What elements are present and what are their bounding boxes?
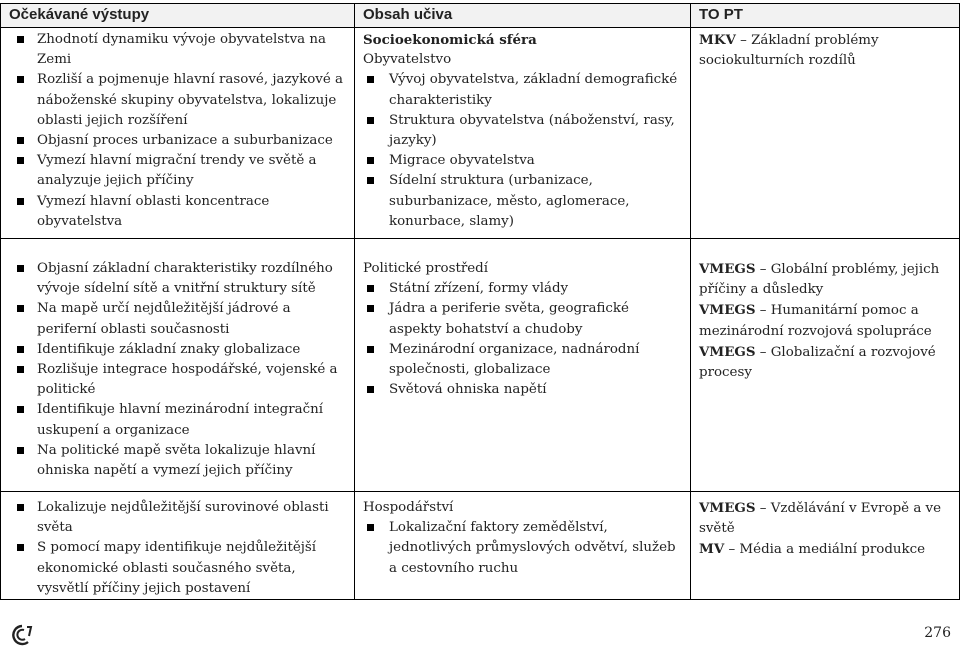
content-item: Mezinárodní organizace, nadnárodní společnosti, globalizace	[363, 340, 684, 380]
topic-entry	[699, 300, 953, 341]
content-item: Lokalizační faktory zemědělství, jednotlivých průmyslových odvětví, služeb a cestovního ruchu	[363, 518, 684, 579]
content-item: Struktura obyvatelstva (náboženství, rasy, jazyky)	[363, 111, 684, 151]
table-row	[1, 492, 960, 600]
outcome-item: Identifikuje základní znaky globalizace	[15, 340, 348, 360]
topic-text: – Základní problémy sociokulturních rozdílů	[699, 33, 879, 69]
outcome-item: Rozlišuje integrace hospodářské, vojenské a politické	[15, 360, 348, 400]
outcome-item: Identifikuje hlavní mezinárodní integrační uskupení a organizace	[15, 400, 348, 440]
topics-cell	[691, 239, 960, 492]
table-row	[1, 28, 960, 239]
table-header-row	[1, 4, 960, 28]
outcome-item: Vymezí hlavní oblasti koncentrace obyvatelstva	[15, 192, 348, 232]
topics-cell	[691, 492, 960, 600]
topic-entry	[699, 342, 953, 383]
topic-entry	[699, 498, 953, 539]
topic-text: – Globální problémy, jejich příčiny a důsledky	[699, 262, 940, 298]
topic-text: – Vzdělávání v Evropě a ve světě	[699, 501, 942, 537]
outcome-item: Objasní proces urbanizace a suburbanizace	[15, 131, 348, 151]
outcome-item: Vymezí hlavní migrační trendy ve světě a analyzuje jejich příčiny	[15, 151, 348, 191]
topic-entry	[699, 30, 953, 71]
topics-cell	[691, 28, 960, 239]
content-subtitle: Hospodářství	[363, 500, 454, 515]
content-cell	[355, 239, 691, 492]
outcomes-cell	[1, 28, 355, 239]
content-section-title: Socioekonomická sféra	[363, 32, 537, 48]
topic-text: – Média a mediální produkce	[724, 542, 926, 558]
outcomes-cell	[1, 239, 355, 492]
outcome-item: S pomocí mapy identifikuje nejdůležitější ekonomické oblasti současného světa, vysvětlí příčiny jejich postavení	[15, 538, 348, 599]
outcomes-cell	[1, 492, 355, 600]
header-content: Obsah učiva	[355, 4, 691, 28]
topic-text: – Globalizační a rozvojové procesy	[699, 344, 936, 381]
content-cell	[355, 492, 691, 600]
outcome-item: Na mapě určí nejdůležitější jádrové a periferní oblasti současnosti	[15, 299, 348, 339]
content-item: Státní zřízení, formy vlády	[363, 279, 684, 299]
content-subtitle: Obyvatelstvo	[363, 52, 452, 68]
topic-code: VMEGS	[699, 343, 756, 360]
outcome-item: Zhodnotí dynamiku vývoje obyvatelstva na Zemi	[15, 30, 348, 70]
outcome-item: Na politické mapě světa lokalizuje hlavní ohniska napětí a vymezí jejich příčiny	[15, 441, 348, 481]
topic-code: VMEGS	[699, 302, 756, 319]
school-logo-icon	[8, 624, 34, 646]
outcome-item: Rozliší a pojmenuje hlavní rasové, jazykové a náboženské skupiny obyvatelstva, lokalizuje oblasti jejich rozšíření	[15, 70, 348, 131]
content-item: Světová ohniska napětí	[363, 380, 684, 400]
topic-code: VMEGS	[699, 500, 756, 516]
header-cross-topics: TO PT	[691, 4, 960, 28]
topic-entry	[699, 539, 953, 560]
outcome-item: Objasní základní charakteristiky rozdílného vývoje sídelní sítě a vnitřní struktury sítě	[15, 259, 348, 299]
topic-code: MV	[699, 541, 725, 558]
topic-code: VMEGS	[699, 261, 756, 277]
topic-code: MKV	[699, 32, 736, 48]
content-item: Sídelní struktura (urbanizace, suburbanizace, město, aglomerace, konurbace, slamy)	[363, 171, 684, 232]
curriculum-table	[0, 3, 960, 600]
topic-entry	[699, 259, 953, 300]
content-subtitle: Politické prostředí	[363, 261, 489, 276]
content-cell	[355, 28, 691, 239]
outcome-item: Lokalizuje nejdůležitější surovinové oblasti světa	[15, 498, 348, 538]
page-number: 276	[924, 625, 951, 641]
header-expected-outcomes: Očekávané výstupy	[1, 4, 355, 28]
topic-text: – Humanitární pomoc a mezinárodní rozvojová spolupráce	[699, 303, 932, 339]
content-item: Jádra a periferie světa, geografické aspekty bohatství a chudoby	[363, 299, 684, 339]
table-row	[1, 239, 960, 492]
content-item: Migrace obyvatelstva	[363, 151, 684, 171]
content-item: Vývoj obyvatelstva, základní demografické charakteristiky	[363, 70, 684, 110]
